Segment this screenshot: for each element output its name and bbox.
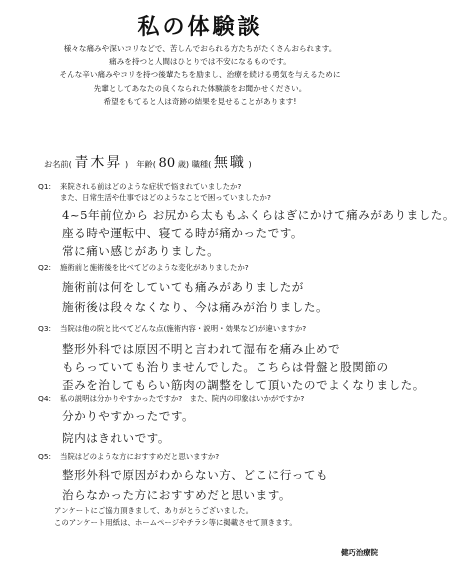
name-value: 青木昇 — [74, 155, 123, 171]
question-2 — [38, 262, 388, 273]
question-5 — [38, 451, 388, 462]
answer-line: 施術後は段々なくなり、今は痛みが治りました。 — [62, 300, 329, 314]
question-text: また、日常生活や仕事ではどのようなことで困っていましたか? — [60, 193, 271, 202]
job-value: 無職 — [213, 155, 246, 171]
question-text: 当院は他の院と比べてどんな点(施術内容・説明・効果など)が違いますか? — [60, 324, 307, 333]
age-value: 80 — [158, 156, 176, 171]
intro-text — [14, 42, 386, 108]
profile-row — [44, 152, 384, 172]
question-number: Q2: — [38, 263, 52, 272]
answer-line: 座る時や運転中、寝てる時が痛かったです。 — [62, 226, 303, 240]
answer-line: 常に痛い感じがありました。 — [62, 244, 220, 258]
intro-line: 先輩としてあなたの良くなられた体験談をお聞かせください。 — [93, 83, 307, 93]
age-label: ) 年齢( — [124, 159, 156, 169]
name-label: お名前( — [44, 159, 72, 169]
answer-line: 整形外科で原因がわからない方、どこに行っても — [62, 468, 329, 482]
question-text: 来院される前はどのような症状で悩まれていましたか? — [60, 182, 242, 191]
question-4 — [38, 393, 388, 404]
answer-line: 院内はきれいです。 — [62, 431, 170, 445]
intro-line: 希望をもてると人は奇跡の結果を見せることがあります! — [103, 96, 297, 106]
answer-line: もらっていても治りませんでした。こちらは骨盤と股関節の — [62, 360, 389, 374]
question-number: Q5: — [38, 452, 52, 461]
footer-line: アンケートにご協力頂きまして、ありがとうございました。 — [54, 506, 253, 515]
intro-line: そんな辛い痛みやコリを持つ後輩たちを励まし、治療を続ける勇気を与えるために — [59, 70, 341, 80]
clinic-name: 健巧治療院 — [341, 548, 378, 557]
question-1 — [38, 181, 388, 203]
question-text: 当院はどのような方におすすめだと思いますか? — [60, 452, 220, 461]
question-number: Q1: — [38, 182, 52, 191]
answer-line: 整形外科では原因不明と言われて湿布を痛み止めで — [62, 342, 341, 356]
question-text: 施術前と施術後を比べてどのような変化がありましたか? — [60, 263, 249, 272]
footer-line: このアンケート用紙は、ホームページやチラシ等に掲載させて頂きます。 — [54, 518, 297, 527]
intro-line: 痛みを持つと人間はひとりでは不安になるものです。 — [109, 57, 291, 67]
answer-line: 歪みを治してもらい筋肉の調整をして頂いたのでよくなりました。 — [62, 378, 425, 392]
page-title: 私の体験談 — [137, 15, 263, 40]
age-unit: 歳) — [177, 159, 190, 169]
job-label: 職種( — [191, 159, 212, 169]
question-number: Q4: — [38, 394, 52, 403]
question-3 — [38, 323, 388, 334]
answer-line: 治らなかった方におすすめだと思います。 — [62, 488, 291, 502]
intro-line: 様々な痛みや深いコリなどで、苦しんでおられる方たちがたくさんおられます。 — [63, 44, 337, 53]
question-text: 私の説明は分かりやすかったですか? また、院内の印象はいかがですか? — [60, 394, 305, 403]
job-close: ) — [248, 159, 252, 169]
footer-note — [54, 505, 384, 529]
answer-line: 4~5年前位から お尻から太ももふくらはぎにかけて痛みがありました。 — [62, 208, 455, 222]
answer-line: 分かりやすかったです。 — [62, 409, 195, 423]
answer-line: 施術前は何をしていても痛みがありましたが — [62, 280, 304, 294]
question-number: Q3: — [38, 324, 52, 333]
